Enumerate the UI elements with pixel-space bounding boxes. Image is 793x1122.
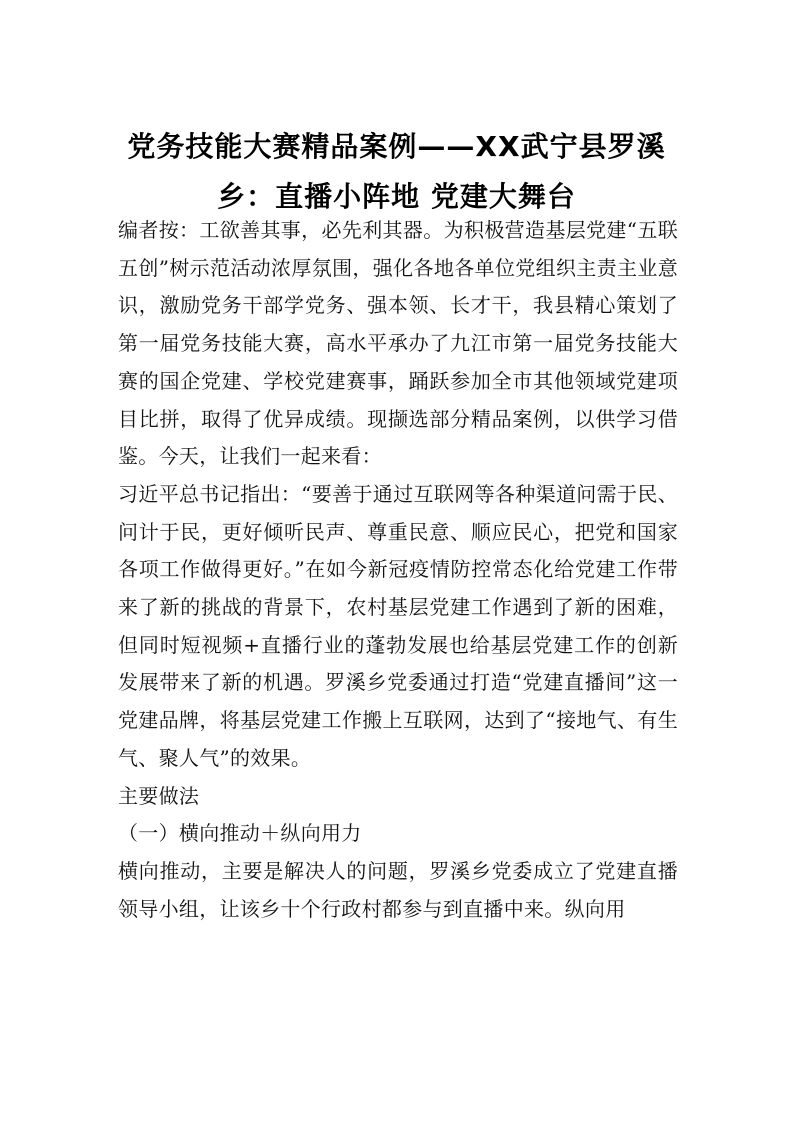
body-paragraph: 横向推动，主要是解决人的问题，罗溪乡党委成立了党建直播领导小组，让该乡十个行政村都参与到直播中来。纵向用	[118, 858, 678, 921]
document-body	[118, 212, 678, 928]
quote-paragraph: 习近平总书记指出：“要善于通过互联网等各种渠道问需于民、问计于民，更好倾听民声、尊重民意、顺应民心，把党和国家各项工作做得更好。”在如今新冠疫情防控常态化给党建工作带来了新的挑战的背景下，农村基层党建工作遇到了新的困难，但同时短视频+直播行业的蓬勃发展也给基层党建工作的创新发展带来了新的机遇。罗溪乡党委通过打造“党建直播间”这一党建品牌，将基层党建工作搬上互联网，达到了“接地气、有生气、聚人气”的效果。	[118, 481, 678, 770]
editor-note-paragraph: 编者按：工欲善其事，必先利其器。为积极营造基层党建“五联五创”树示范活动浓厚氛围，强化各地各单位党组织主责主业意识，激励党务干部学党务、强本领、长才干，我县精心策划了第一届党务技能大赛，高水平承办了九江市第一届党务技能大赛的国企党建、学校党建赛事，踊跃参加全市其他领域党建项目比拼，取得了优异成绩。现撷选部分精品案例，以供学习借鉴。今天，让我们一起来看：	[118, 218, 678, 469]
section-heading-main-practices: 主要做法	[118, 783, 200, 808]
document-title-line-1: 党务技能大赛精品案例——XX武宁县罗溪	[127, 130, 666, 163]
subsection-heading-1: （一）横向推动＋纵向用力	[118, 821, 362, 846]
document-title-line-2: 乡：直播小阵地 党建大舞台	[217, 180, 576, 213]
